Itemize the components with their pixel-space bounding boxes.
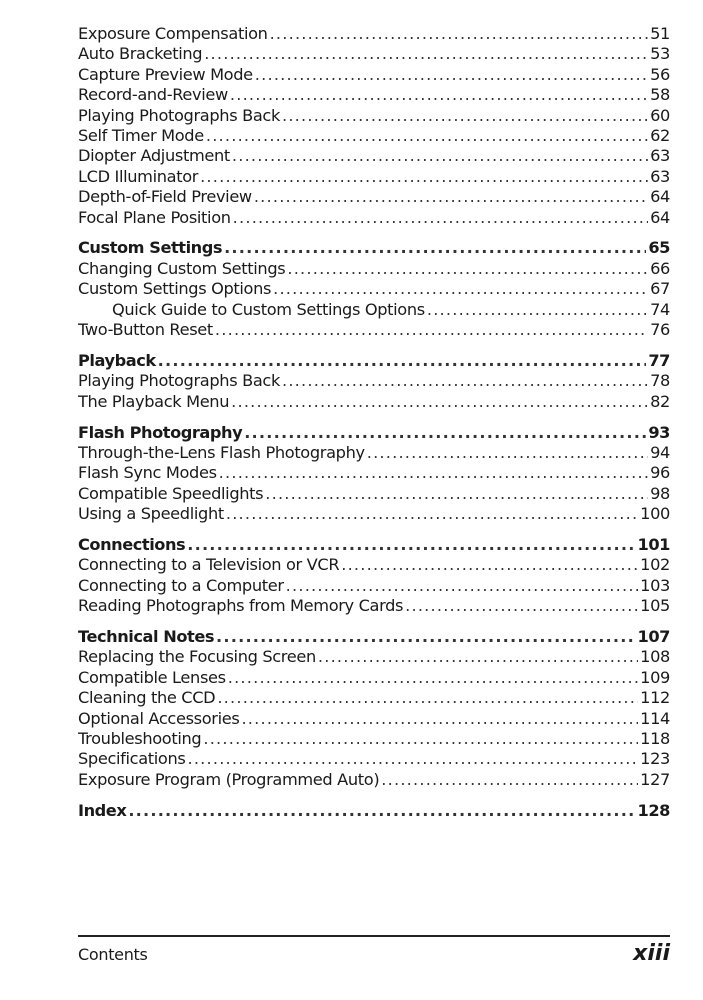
toc-entry-title: Custom Settings Options — [78, 279, 272, 299]
toc-entry-title: Cleaning the CCD — [78, 688, 216, 708]
toc-entry-page-number: 64 — [650, 207, 670, 227]
dot-leader — [216, 627, 636, 647]
toc-entry-title: Flash Sync Modes — [78, 463, 217, 483]
toc-section-heading — [78, 423, 670, 443]
toc-entry — [78, 371, 670, 391]
toc-section — [78, 535, 670, 617]
dot-leader — [341, 555, 638, 575]
toc-entry-title: Flash Photography — [78, 422, 243, 442]
toc-section-heading — [78, 351, 670, 371]
page-footer — [78, 935, 670, 966]
toc-entry-page-number: 109 — [640, 667, 670, 687]
toc-entry-title: Connections — [78, 534, 186, 554]
dot-leader — [228, 668, 638, 688]
toc-entry-page-number: 112 — [640, 688, 670, 708]
toc-section-heading — [78, 627, 670, 647]
toc-entry — [78, 555, 670, 575]
toc-entry-page-number: 100 — [640, 504, 670, 524]
toc-entry-page-number: 62 — [650, 125, 670, 145]
toc-entry — [78, 688, 670, 708]
dot-leader — [241, 709, 638, 729]
toc-entry-page-number: 64 — [650, 187, 670, 207]
toc-entry-title: Playing Photographs Back — [78, 105, 280, 125]
toc-entry — [78, 749, 670, 769]
toc-entry-page-number: 127 — [640, 769, 670, 789]
toc-entry-title: Optional Accessories — [78, 708, 240, 728]
toc-entry-page-number: 98 — [650, 483, 670, 503]
footer-label: Contents — [78, 945, 148, 964]
dot-leader — [287, 259, 648, 279]
toc-entry-page-number: 101 — [637, 534, 670, 554]
toc-entry-title: Auto Bracketing — [78, 44, 203, 64]
dot-leader — [231, 392, 648, 412]
toc-entry — [78, 668, 670, 688]
toc-entry-page-number: 63 — [650, 146, 670, 166]
toc-entry-title: Technical Notes — [78, 627, 215, 647]
toc-entry-title: Index — [78, 800, 127, 820]
toc-entry — [78, 770, 670, 790]
dot-leader — [203, 729, 638, 749]
toc-entry — [78, 65, 670, 85]
toc-entry-title: Reading Photographs from Memory Cards — [78, 596, 404, 616]
toc-entry-title: Diopter Adjustment — [78, 146, 230, 166]
toc-entry-page-number: 66 — [650, 258, 670, 278]
toc-entry — [78, 647, 670, 667]
dot-leader — [367, 443, 648, 463]
toc-section — [78, 24, 670, 228]
toc-entry-page-number: 51 — [650, 24, 670, 43]
toc-entry-page-number: 103 — [640, 575, 670, 595]
toc-entry-page-number: 108 — [640, 647, 670, 667]
toc-entry-page-number: 74 — [650, 299, 670, 319]
dot-leader — [282, 371, 648, 391]
toc-entry — [78, 187, 670, 207]
dot-leader — [200, 167, 648, 187]
toc-entry — [78, 320, 670, 340]
toc-entry-page-number: 53 — [650, 44, 670, 64]
toc-entry-title: Connecting to a Television or VCR — [78, 555, 340, 575]
toc-entry-page-number: 93 — [648, 422, 670, 442]
toc-entry — [78, 24, 670, 44]
toc-entry — [78, 44, 670, 64]
toc-entry-title: Exposure Program (Programmed Auto) — [78, 769, 380, 789]
dot-leader — [381, 770, 638, 790]
toc-entry — [78, 443, 670, 463]
toc-entry-page-number: 105 — [640, 596, 670, 616]
toc-entry-title: Using a Speedlight — [78, 504, 224, 524]
toc-entry — [78, 729, 670, 749]
dot-leader — [230, 85, 648, 105]
toc-entry-title: Specifications — [78, 749, 186, 769]
toc-section-heading — [78, 801, 670, 821]
toc-entry — [78, 259, 670, 279]
toc-entry-page-number: 78 — [650, 371, 670, 391]
dot-leader — [232, 146, 648, 166]
toc-entry-title: Troubleshooting — [78, 729, 202, 748]
toc-entry-page-number: 60 — [650, 105, 670, 125]
dot-leader — [265, 484, 648, 504]
toc-entry — [78, 596, 670, 616]
table-of-contents — [78, 24, 670, 832]
dot-leader — [405, 596, 638, 616]
toc-subentry — [78, 300, 670, 320]
dot-leader — [219, 463, 648, 483]
dot-leader — [233, 208, 648, 228]
toc-entry — [78, 392, 670, 412]
toc-entry — [78, 463, 670, 483]
dot-leader — [226, 504, 638, 524]
toc-entry — [78, 85, 670, 105]
toc-entry-page-number: 82 — [650, 391, 670, 411]
toc-entry-title: The Playback Menu — [78, 391, 230, 411]
toc-entry-page-number: 65 — [648, 238, 670, 258]
toc-entry-title: Custom Settings — [78, 238, 223, 258]
toc-entry — [78, 167, 670, 187]
dot-leader — [224, 238, 646, 258]
toc-entry-page-number: 77 — [648, 350, 670, 370]
dot-leader — [206, 126, 648, 146]
toc-entry-title: Replacing the Focusing Screen — [78, 647, 316, 667]
toc-entry-page-number: 67 — [650, 279, 670, 299]
toc-entry-title: Capture Preview Mode — [78, 64, 253, 84]
toc-section — [78, 423, 670, 525]
toc-entry-page-number: 58 — [650, 85, 670, 105]
dot-leader — [244, 423, 646, 443]
dot-leader — [282, 106, 648, 126]
toc-entry-title: Depth-of-Field Preview — [78, 187, 252, 207]
dot-leader — [217, 688, 638, 708]
toc-entry — [78, 504, 670, 524]
toc-entry — [78, 208, 670, 228]
toc-entry-title: Through-the-Lens Flash Photography — [78, 442, 365, 462]
toc-entry-page-number: 107 — [637, 627, 670, 647]
toc-entry-title: Self Timer Mode — [78, 125, 204, 145]
dot-leader — [187, 535, 635, 555]
toc-section — [78, 238, 670, 340]
toc-entry-title: Compatible Lenses — [78, 667, 226, 687]
toc-entry-page-number: 114 — [640, 708, 670, 728]
toc-entry-page-number: 94 — [650, 442, 670, 462]
toc-entry — [78, 146, 670, 166]
toc-entry-page-number: 76 — [650, 319, 670, 339]
dot-leader — [286, 576, 638, 596]
toc-entry-title: Playing Photographs Back — [78, 371, 280, 391]
toc-entry — [78, 126, 670, 146]
toc-section — [78, 627, 670, 790]
dot-leader — [187, 749, 638, 769]
toc-entry-title: Record-and-Review — [78, 85, 228, 105]
toc-entry-title: Changing Custom Settings — [78, 258, 286, 278]
dot-leader — [427, 300, 648, 320]
toc-entry-title: Exposure Compensation — [78, 24, 268, 43]
toc-section — [78, 351, 670, 412]
toc-entry-page-number: 128 — [637, 800, 670, 820]
toc-entry-page-number: 56 — [650, 64, 670, 84]
toc-entry — [78, 279, 670, 299]
toc-entry — [78, 576, 670, 596]
toc-entry-title: Playback — [78, 350, 156, 370]
dot-leader — [204, 44, 648, 64]
dot-leader — [273, 279, 648, 299]
toc-entry-page-number: 96 — [650, 463, 670, 483]
toc-entry-title: LCD Illuminator — [78, 166, 199, 186]
toc-entry-title: Compatible Speedlights — [78, 483, 264, 503]
dot-leader — [318, 647, 638, 667]
dot-leader — [254, 187, 648, 207]
toc-entry — [78, 484, 670, 504]
toc-entry-page-number: 102 — [640, 555, 670, 575]
dot-leader — [270, 24, 649, 44]
dot-leader — [215, 320, 648, 340]
dot-leader — [255, 65, 648, 85]
toc-section-heading — [78, 535, 670, 555]
dot-leader — [158, 351, 647, 371]
toc-entry-title: Connecting to a Computer — [78, 575, 284, 595]
toc-section-heading — [78, 238, 670, 258]
toc-section — [78, 801, 670, 821]
footer-page-number: xiii — [633, 941, 670, 966]
toc-entry-title: Two-Button Reset — [78, 319, 213, 339]
toc-entry-page-number: 63 — [650, 166, 670, 186]
toc-entry-page-number: 118 — [640, 729, 670, 748]
toc-entry — [78, 709, 670, 729]
dot-leader — [128, 801, 635, 821]
toc-entry-title: Focal Plane Position — [78, 207, 231, 227]
toc-entry — [78, 106, 670, 126]
toc-entry-page-number: 123 — [640, 749, 670, 769]
toc-entry-title: Quick Guide to Custom Settings Options — [112, 299, 425, 319]
